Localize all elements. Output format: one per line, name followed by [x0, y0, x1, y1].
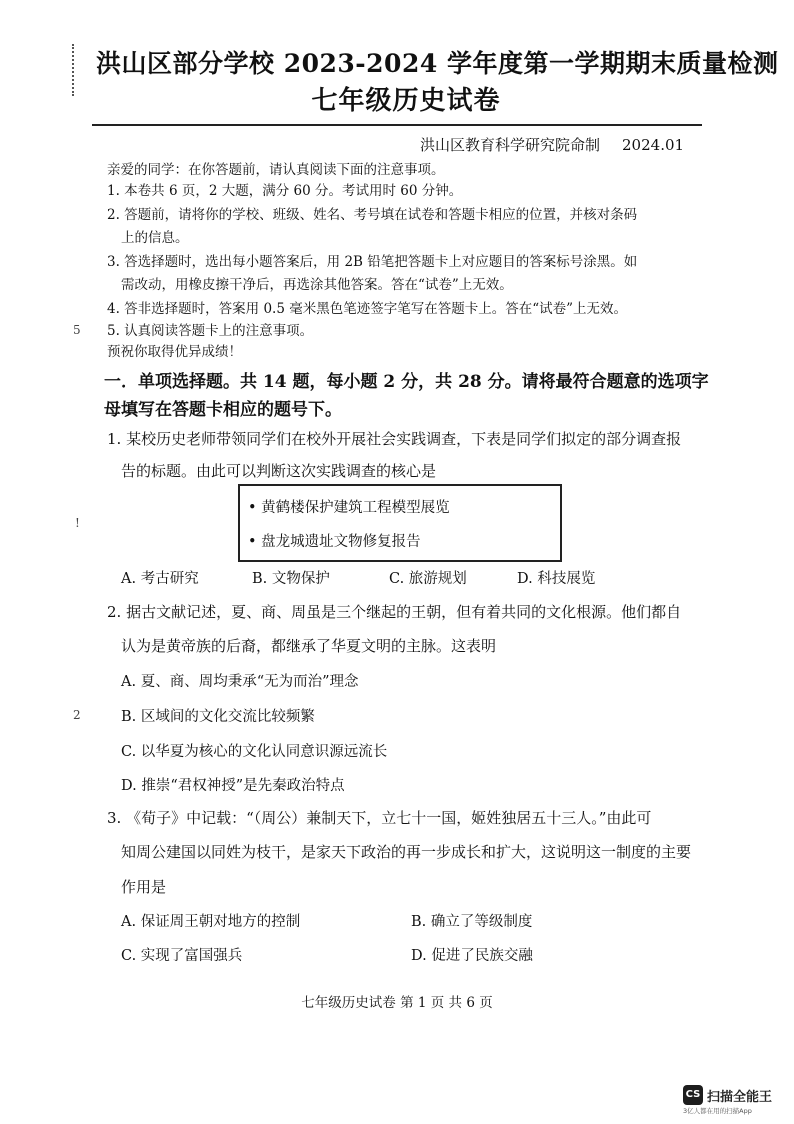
scanner-name: 扫描全能王 — [707, 1090, 773, 1105]
question-3-option-c: C. 实现了富国强兵 — [121, 948, 243, 964]
question-3-option-a: A. 保证周王朝对地方的控制 — [121, 914, 301, 930]
question-2-option-a: A. 夏、商、周均秉承“无为而治”理念 — [121, 674, 359, 690]
exam-subtitle: 七年级历史试卷 — [311, 86, 501, 116]
margin-mark: ! — [75, 516, 80, 530]
binding-margin-dots — [72, 44, 74, 96]
section-heading: 一．单项选择题。共 14 题，每小题 2 分，共 28 分。请将最符合题意的选项字 — [104, 372, 709, 392]
question-1-option-a: A. 考古研究 — [121, 571, 199, 587]
question-2-option-c: C. 以华夏为核心的文化认同意识源远流长 — [121, 744, 388, 760]
camscanner-logo-icon: CS — [683, 1085, 703, 1105]
note-line: 5. 认真阅读答题卡上的注意事项。 — [107, 323, 314, 339]
publisher: 洪山区教育科学研究院命制 — [420, 136, 601, 154]
question-2-stem-cont: 认为是黄帝族的后裔，都继承了华夏文明的主脉。这表明 — [121, 637, 497, 655]
page-footer: 七年级历史试卷 第 1 页 共 6 页 — [301, 995, 493, 1011]
margin-mark: 5 — [73, 323, 81, 337]
question-1-stem: 1. 某校历史老师带领同学们在校外开展社会实践调查，下表是同学们拟定的部分调查报 — [107, 430, 682, 448]
margin-mark: 2 — [73, 708, 81, 722]
exam-title: 洪山区部分学校 2023-2024 学年度第一学期期末质量检测 — [96, 49, 779, 78]
question-1-option-b: B. 文物保护 — [252, 571, 330, 587]
question-3-stem-cont: 知周公建国以同姓为枝干，是家天下政治的再一步成长和扩大，这说明这一制度的主要 — [121, 843, 692, 861]
note-line: 上的信息。 — [121, 230, 189, 246]
question-2-option-b: B. 区域间的文化交流比较频繁 — [121, 709, 315, 725]
scanner-tagline: 3亿人都在用的扫描App — [683, 1107, 752, 1115]
question-3-stem: 3. 《荀子》中记载：“（周公）兼制天下，立七十一国，姬姓独居五十三人。”由此可 — [107, 809, 652, 827]
question-1-option-c: C. 旅游规划 — [389, 571, 467, 587]
note-line: 4. 答非选择题时，答案用 0.5 毫米黑色笔迹签字笔写在答题卡上。答在“试卷”上无效。 — [107, 301, 628, 317]
note-line: 需改动，用橡皮擦干净后，再选涂其他答案。答在“试卷”上无效。 — [121, 277, 513, 293]
scanner-watermark — [683, 1085, 775, 1115]
exam-date: 2024.01 — [622, 136, 685, 154]
question-1-title-box — [238, 484, 562, 562]
question-3-option-d: D. 促进了民族交融 — [411, 948, 533, 964]
note-line: 1. 本卷共 6 页，2 大题，满分 60 分。考试用时 60 分钟。 — [107, 183, 463, 199]
question-2-option-d: D. 推崇“君权神授”是先秦政治特点 — [121, 778, 345, 794]
header-rule — [92, 124, 702, 126]
question-3-option-b: B. 确立了等级制度 — [411, 914, 533, 930]
box-item: • 黄鹤楼保护建筑工程模型展览 — [248, 500, 450, 516]
publisher-line — [420, 134, 684, 155]
question-2-stem: 2. 据古文献记述，夏、商、周虽是三个继起的王朝，但有着共同的文化根源。他们都自 — [107, 603, 682, 621]
section-heading-cont: 母填写在答题卡相应的题号下。 — [104, 400, 342, 420]
note-line: 2. 答题前，请将你的学校、班级、姓名、考号填在试卷和答题卡相应的位置，并核对条码 — [107, 207, 638, 223]
question-1-stem-cont: 告的标题。由此可以判断这次实践调查的核心是 — [121, 462, 437, 480]
question-3-stem-cont2: 作用是 — [121, 878, 167, 896]
box-item: • 盘龙城遗址文物修复报告 — [248, 534, 421, 550]
notes-wish: 预祝你取得优异成绩！ — [107, 344, 242, 360]
note-line: 3. 答选择题时，选出每小题答案后，用 2B 铅笔把答题卡上对应题目的答案标号涂黑。如 — [107, 254, 638, 270]
question-1-option-d: D. 科技展览 — [517, 571, 596, 587]
notes-intro: 亲爱的同学：在你答题前，请认真阅读下面的注意事项。 — [107, 162, 445, 178]
